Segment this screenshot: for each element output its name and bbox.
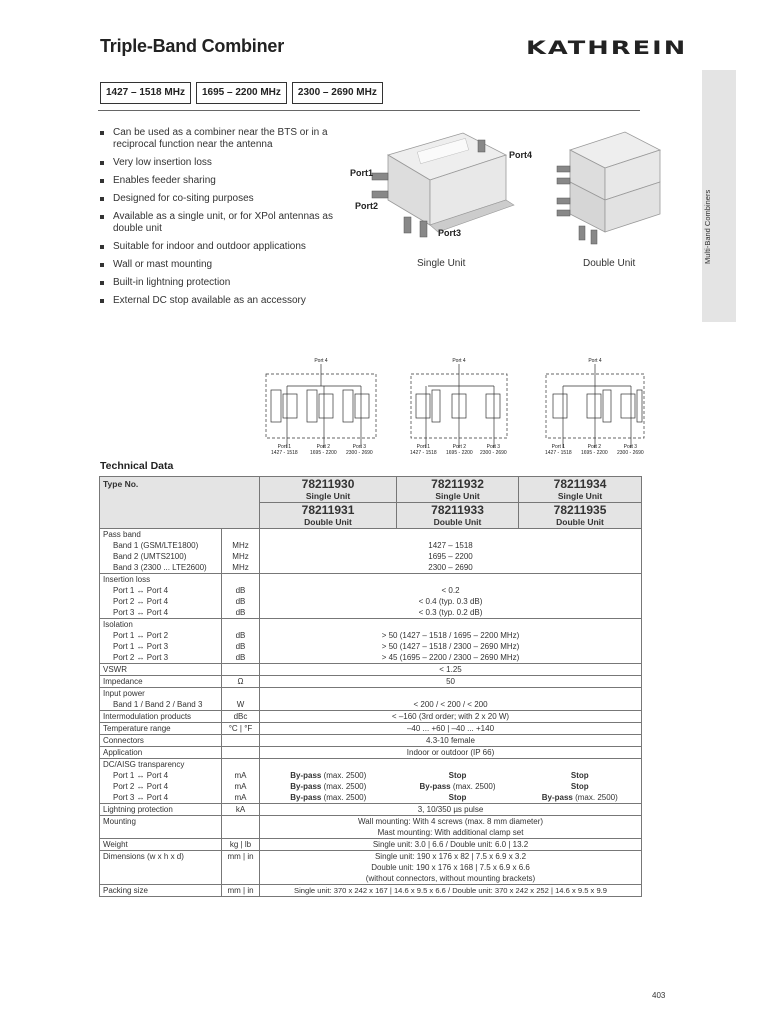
param-cell: Pass band Band 1 (GSM/LTE1800) Band 2 (UMTS2100) Band 3 (2300 ... LTE2600): [100, 529, 222, 574]
schematic-port-label: Port 1 1427 - 1518: [410, 444, 437, 456]
feature-item: External DC stop available as an accessory: [100, 295, 360, 307]
type-cell: 78211932 Single Unit: [397, 477, 519, 503]
value-cell: > 50 (1427 – 1518 / 1695 – 2200 MHz) > 50 (1427 – 1518 / 2300 – 2690 MHz) > 45 (1695 – 2200 / 2300 – 2690 MHz): [260, 619, 642, 664]
feature-item: Available as a single unit, or for XPol antennas as double unit: [100, 211, 360, 235]
table-row: [100, 723, 642, 735]
type-cell: 78211933 Double Unit: [397, 503, 519, 529]
port2-label: Port2: [355, 201, 379, 211]
schematic-port-label: Port 1 1427 - 1518: [545, 444, 572, 456]
type-no-label: Type No.: [100, 477, 260, 529]
param-cell: Mounting: [100, 816, 222, 839]
value-cell: Stop By-pass (max. 2500) Stop: [397, 759, 519, 804]
value-cell: < 200 / < 200 / < 200: [260, 688, 642, 711]
value-cell: 4.3-10 female: [260, 735, 642, 747]
value-cell: 50: [260, 676, 642, 688]
feature-item: Very low insertion loss: [100, 157, 360, 169]
table-row: [100, 804, 642, 816]
port1-label: Port1: [350, 168, 374, 178]
unit-cell: [222, 664, 260, 676]
schematic-port-label: Port 3 2300 - 2690: [480, 444, 507, 456]
table-row: [100, 885, 642, 897]
table-row: [100, 676, 642, 688]
port3-label: Port3: [438, 228, 462, 238]
unit-cell: mm | in: [222, 885, 260, 897]
schematic-port-label: Port 2 1695 - 2200: [446, 444, 473, 456]
value-cell: Single unit: 3.0 | 6.6 / Double unit: 6.0 | 13.2: [260, 839, 642, 851]
table-row: [100, 664, 642, 676]
value-cell: Indoor or outdoor (IP 66): [260, 747, 642, 759]
value-cell: Single unit: 190 x 176 x 82 | 7.5 x 6.9 x 3.2 Double unit: 190 x 176 x 168 | 7.5 x 6.9 x 6.6 (without connectors, without mounting brackets): [260, 851, 642, 885]
unit-cell: dB dB dB: [222, 574, 260, 619]
side-tab: Multi-Band Combiners: [702, 70, 736, 322]
schematic-port-label: Port 3 2300 - 2690: [346, 444, 373, 456]
param-cell: Isolation Port 1 ↔ Port 2 Port 1 ↔ Port 3 Port 2 ↔ Port 3: [100, 619, 222, 664]
band-badge: 1695 – 2200 MHz: [196, 82, 287, 104]
feature-item: Suitable for indoor and outdoor applications: [100, 241, 360, 253]
value-cell: < 0.2 < 0.4 (typ. 0.3 dB) < 0.3 (typ. 0.2 dB): [260, 574, 642, 619]
value-cell: < –160 (3rd order; with 2 x 20 W): [260, 711, 642, 723]
type-cell: 78211930 Single Unit: [260, 477, 397, 503]
table-row: [100, 619, 642, 664]
param-cell: VSWR: [100, 664, 222, 676]
unit-cell: [222, 816, 260, 839]
technical-data-heading: Technical Data: [100, 460, 174, 472]
schematic-port4-label: Port 4: [452, 358, 466, 364]
table-row: [100, 851, 642, 885]
unit-cell: kg | lb: [222, 839, 260, 851]
unit-cell: W: [222, 688, 260, 711]
unit-cell: mA mA mA: [222, 759, 260, 804]
feature-item: Designed for co-siting purposes: [100, 193, 360, 205]
table-row: [100, 711, 642, 723]
band-badge: 2300 – 2690 MHz: [292, 82, 383, 104]
unit-cell: [222, 747, 260, 759]
table-row: [100, 529, 642, 574]
param-cell: Insertion loss Port 1 ↔ Port 4 Port 2 ↔ Port 4 Port 3 ↔ Port 4: [100, 574, 222, 619]
schematic-port-label: Port 1 1427 - 1518: [271, 444, 298, 456]
page-title: Triple-Band Combiner: [100, 36, 285, 56]
table-row: [100, 688, 642, 711]
unit-cell: mm | in: [222, 851, 260, 885]
param-cell: Input power Band 1 / Band 2 / Band 3: [100, 688, 222, 711]
unit-cell: [222, 735, 260, 747]
unit-cell: MHz MHz MHz: [222, 529, 260, 574]
value-cell: Stop Stop By-pass (max. 2500): [519, 759, 642, 804]
feature-item: Can be used as a combiner near the BTS or in a reciprocal function near the antenna: [100, 127, 360, 151]
feature-item: Enables feeder sharing: [100, 175, 360, 187]
feature-list: [100, 127, 360, 313]
type-cell: 78211934 Single Unit: [519, 477, 642, 503]
table-row: [100, 816, 642, 839]
table-row: [100, 735, 642, 747]
value-cell: By-pass (max. 2500) By-pass (max. 2500) By-pass (max. 2500): [260, 759, 397, 804]
double-unit-caption: Double Unit: [583, 258, 636, 269]
port4-label: Port4: [509, 150, 533, 160]
table-row: [100, 574, 642, 619]
param-cell: Application: [100, 747, 222, 759]
table-row: [100, 477, 642, 503]
schematic-3-drawing: [543, 364, 647, 448]
schematic-port-label: Port 3 2300 - 2690: [617, 444, 644, 456]
table-row: [100, 839, 642, 851]
schematic-2-drawing: [408, 364, 510, 448]
technical-data-table: [99, 476, 642, 897]
unit-cell: °C | °F: [222, 723, 260, 735]
page-number: 403: [652, 991, 666, 1000]
single-unit-caption: Single Unit: [417, 258, 466, 269]
feature-item: Wall or mast mounting: [100, 259, 360, 271]
double-unit-image: [555, 128, 670, 248]
brand-logo: KATHREIN: [526, 37, 688, 59]
value-cell: Single unit: 370 x 242 x 167 | 14.6 x 9.5 x 6.6 / Double unit: 370 x 242 x 252 | 14.6 x 9.5 x 9.9: [260, 885, 642, 897]
param-cell: Intermodulation products: [100, 711, 222, 723]
unit-cell: kA: [222, 804, 260, 816]
value-cell: < 1.25: [260, 664, 642, 676]
param-cell: Weight: [100, 839, 222, 851]
band-badge: 1427 – 1518 MHz: [100, 82, 191, 104]
param-cell: Connectors: [100, 735, 222, 747]
type-cell: 78211935 Double Unit: [519, 503, 642, 529]
unit-cell: Ω: [222, 676, 260, 688]
param-cell: Dimensions (w x h x d): [100, 851, 222, 885]
param-cell: Temperature range: [100, 723, 222, 735]
value-cell: Wall mounting: With 4 screws (max. 8 mm diameter) Mast mounting: With additional clamp set: [260, 816, 642, 839]
param-cell: DC/AISG transparency Port 1 ↔ Port 4 Port 2 ↔ Port 4 Port 3 ↔ Port 4: [100, 759, 222, 804]
frequency-bands: [100, 82, 383, 104]
schematic-port4-label: Port 4: [314, 358, 328, 364]
unit-cell: dBc: [222, 711, 260, 723]
feature-item: Built-in lightning protection: [100, 277, 360, 289]
schematic-port4-label: Port 4: [588, 358, 602, 364]
param-cell: Impedance: [100, 676, 222, 688]
table-row: [100, 759, 642, 804]
value-cell: 1427 – 1518 1695 – 2200 2300 – 2690: [260, 529, 642, 574]
schematic-port-label: Port 2 1695 - 2200: [581, 444, 608, 456]
schematic-1-drawing: [263, 364, 379, 448]
table-row: [100, 747, 642, 759]
schematic-port-label: Port 2 1695 - 2200: [310, 444, 337, 456]
value-cell: 3, 10/350 µs pulse: [260, 804, 642, 816]
unit-cell: dB dB dB: [222, 619, 260, 664]
type-cell: 78211931 Double Unit: [260, 503, 397, 529]
value-cell: –40 ... +60 | –40 ... +140: [260, 723, 642, 735]
param-cell: Packing size: [100, 885, 222, 897]
param-cell: Lightning protection: [100, 804, 222, 816]
divider: [98, 110, 640, 111]
